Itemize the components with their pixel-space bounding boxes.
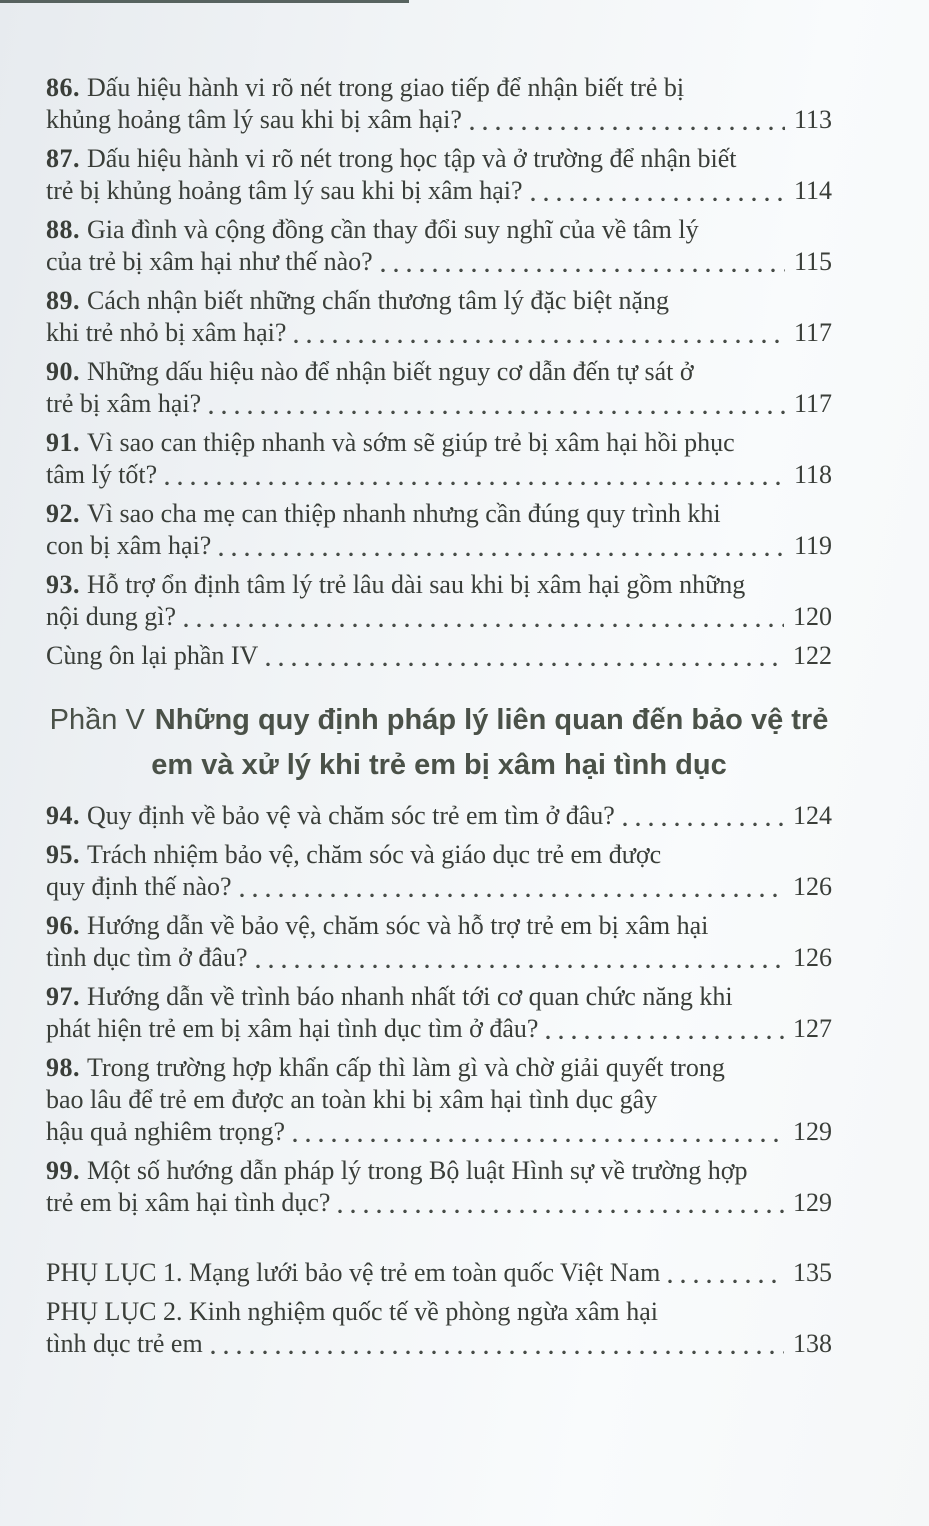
toc-appendix-list xyxy=(46,1257,832,1360)
entry-number: 92. xyxy=(46,499,87,528)
dot-leader xyxy=(165,481,785,486)
toc-entry xyxy=(46,285,832,349)
toc-entry xyxy=(46,981,832,1045)
page-number: 127 xyxy=(793,1014,832,1043)
toc-entry-line xyxy=(46,1013,832,1045)
page-number: 135 xyxy=(793,1258,832,1287)
dot-leader xyxy=(209,410,785,415)
scan-edge-artifact xyxy=(0,0,409,3)
toc-entry-line xyxy=(46,601,832,633)
entry-number: 94. xyxy=(46,801,87,830)
dot-leader xyxy=(470,126,785,131)
page-number: 129 xyxy=(793,1188,832,1217)
entry-number: 86. xyxy=(46,73,87,102)
toc-entry-line xyxy=(46,1257,832,1289)
toc-entry-text: PHỤ LỤC 1. Mạng lưới bảo vệ trẻ em toàn quốc Việt Nam xyxy=(46,1258,661,1287)
toc-entry-line xyxy=(46,104,832,136)
toc-entry-line xyxy=(46,800,832,832)
toc-entry-line: 98. Trong trường hợp khẩn cấp thì làm gì và chờ giải quyết trong xyxy=(46,1053,725,1082)
toc-entry xyxy=(46,800,832,832)
entry-number: 91. xyxy=(46,428,87,457)
toc-entry-text: khi trẻ nhỏ bị xâm hại? xyxy=(46,318,287,347)
toc-entry-text: tình dục trẻ em xyxy=(46,1329,203,1358)
toc-part5-list xyxy=(46,800,832,1219)
toc-entry-line: 91. Vì sao can thiệp nhanh và sớm sẽ giúp trẻ bị xâm hại hồi phục xyxy=(46,428,735,457)
toc-entry-line xyxy=(46,942,832,974)
toc-entry-line: 88. Gia đình và cộng đồng cần thay đổi suy nghĩ của về tâm lý xyxy=(46,215,699,244)
toc-entry xyxy=(46,498,832,562)
toc-entry-line: 90. Những dấu hiệu nào để nhận biết nguy cơ dẫn đến tự sát ở xyxy=(46,357,694,386)
dot-leader xyxy=(338,1209,784,1214)
toc-entry-text: hậu quả nghiêm trọng? xyxy=(46,1117,285,1146)
entry-number: 88. xyxy=(46,215,87,244)
page-number: 118 xyxy=(793,460,832,489)
page-number: 129 xyxy=(793,1117,832,1146)
toc-entry xyxy=(46,427,832,491)
page-number: 120 xyxy=(793,602,832,631)
table-of-contents xyxy=(46,72,832,1367)
toc-entry xyxy=(46,72,832,136)
toc-entry-text: Cùng ôn lại phần IV xyxy=(46,641,259,670)
entry-number: 98. xyxy=(46,1053,87,1082)
toc-entry-line xyxy=(46,871,832,903)
page-number: 114 xyxy=(793,176,832,205)
page-number: 115 xyxy=(793,247,832,276)
toc-entry-line: bao lâu để trẻ em được an toàn khi bị xâm hại tình dục gây xyxy=(46,1085,658,1114)
dot-leader xyxy=(294,339,785,344)
toc-entry-text: trẻ bị xâm hại? xyxy=(46,389,202,418)
dot-leader xyxy=(184,623,784,628)
toc-entry-line xyxy=(46,246,832,278)
dot-leader xyxy=(219,552,785,557)
toc-entry-line xyxy=(46,1187,832,1219)
toc-entry-line: 97. Hướng dẫn về trình báo nhanh nhất tới cơ quan chức năng khi xyxy=(46,982,733,1011)
toc-entry-line xyxy=(46,640,832,672)
entry-number: 90. xyxy=(46,357,87,386)
toc-entry xyxy=(46,1052,832,1148)
toc-entry-line xyxy=(46,388,832,420)
dot-leader xyxy=(211,1350,784,1355)
toc-entry-text: con bị xâm hại? xyxy=(46,531,212,560)
dot-leader xyxy=(546,1035,784,1040)
page-number: 126 xyxy=(793,943,832,972)
page-number: 122 xyxy=(793,641,832,670)
entry-number: 99. xyxy=(46,1156,87,1185)
toc-entry-line xyxy=(46,459,832,491)
toc-entry-text: trẻ bị khủng hoảng tâm lý sau khi bị xâm hại? xyxy=(46,176,523,205)
toc-entry-text: 94. Quy định về bảo vệ và chăm sóc trẻ em tìm ở đâu? xyxy=(46,801,615,830)
toc-entry-text: của trẻ bị xâm hại như thế nào? xyxy=(46,247,373,276)
page-number: 126 xyxy=(793,872,832,901)
toc-entry-text: phát hiện trẻ em bị xâm hại tình dục tìm ở đâu? xyxy=(46,1014,539,1043)
part-v-title: Những quy định pháp lý liên quan đến bảo vệ trẻ em và xử lý khi trẻ em bị xâm hại tình dục xyxy=(151,704,829,781)
toc-entry-line: 96. Hướng dẫn về bảo vệ, chăm sóc và hỗ trợ trẻ em bị xâm hại xyxy=(46,911,709,940)
dot-leader xyxy=(668,1279,784,1284)
dot-leader xyxy=(266,662,784,667)
toc-entry xyxy=(46,1296,832,1360)
toc-entry-line: 87. Dấu hiệu hành vi rõ nét trong học tập và ở trường để nhận biết xyxy=(46,144,737,173)
dot-leader xyxy=(531,197,785,202)
toc-entry xyxy=(46,356,832,420)
toc-entry-line xyxy=(46,317,832,349)
toc-entry xyxy=(46,1257,832,1289)
dot-leader xyxy=(623,822,784,827)
entry-number: 97. xyxy=(46,982,87,1011)
toc-entry-line xyxy=(46,530,832,562)
toc-entry-text: nội dung gì? xyxy=(46,602,176,631)
toc-entry-line xyxy=(46,175,832,207)
toc-entry-line: 86. Dấu hiệu hành vi rõ nét trong giao tiếp để nhận biết trẻ bị xyxy=(46,73,685,102)
page-number: 117 xyxy=(793,318,832,347)
toc-entry xyxy=(46,569,832,633)
dot-leader xyxy=(381,268,785,273)
page-number: 117 xyxy=(793,389,832,418)
toc-entry-text: quy định thế nào? xyxy=(46,872,232,901)
toc-entry-text: khủng hoảng tâm lý sau khi bị xâm hại? xyxy=(46,105,462,134)
toc-entry xyxy=(46,839,832,903)
toc-entry-line: 95. Trách nhiệm bảo vệ, chăm sóc và giáo dục trẻ em được xyxy=(46,840,662,869)
toc-entry-line: 93. Hỗ trợ ổn định tâm lý trẻ lâu dài sau khi bị xâm hại gồm những xyxy=(46,570,746,599)
entry-number: 93. xyxy=(46,570,87,599)
dot-leader xyxy=(256,964,785,969)
entry-number: 89. xyxy=(46,286,87,315)
toc-entry xyxy=(46,640,832,672)
page-number: 113 xyxy=(793,105,832,134)
toc-entry-line xyxy=(46,1328,832,1360)
part-v-heading xyxy=(46,698,832,788)
toc-entry-line: 89. Cách nhận biết những chấn thương tâm lý đặc biệt nặng xyxy=(46,286,670,315)
part-v-label: Phần V xyxy=(49,704,145,736)
dot-leader xyxy=(240,893,784,898)
toc-entry-line xyxy=(46,1116,832,1148)
toc-entry-text: tâm lý tốt? xyxy=(46,460,158,489)
toc-part4-list xyxy=(46,72,832,672)
page-number: 124 xyxy=(793,801,832,830)
dot-leader xyxy=(293,1138,784,1143)
entry-number: 95. xyxy=(46,840,87,869)
entry-number: 96. xyxy=(46,911,87,940)
toc-entry-text: trẻ em bị xâm hại tình dục? xyxy=(46,1188,331,1217)
toc-entry xyxy=(46,143,832,207)
page-number: 138 xyxy=(793,1329,832,1358)
entry-number: 87. xyxy=(46,144,87,173)
toc-entry xyxy=(46,1155,832,1219)
toc-entry-text: tình dục tìm ở đâu? xyxy=(46,943,248,972)
toc-entry-line: 92. Vì sao cha mẹ can thiệp nhanh nhưng cần đúng quy trình khi xyxy=(46,499,721,528)
toc-entry xyxy=(46,214,832,278)
page-number: 119 xyxy=(793,531,832,560)
toc-entry-line: PHỤ LỤC 2. Kinh nghiệm quốc tế về phòng ngừa xâm hại xyxy=(46,1297,659,1326)
toc-entry xyxy=(46,910,832,974)
toc-entry-line: 99. Một số hướng dẫn pháp lý trong Bộ luật Hình sự về trường hợp xyxy=(46,1156,748,1185)
